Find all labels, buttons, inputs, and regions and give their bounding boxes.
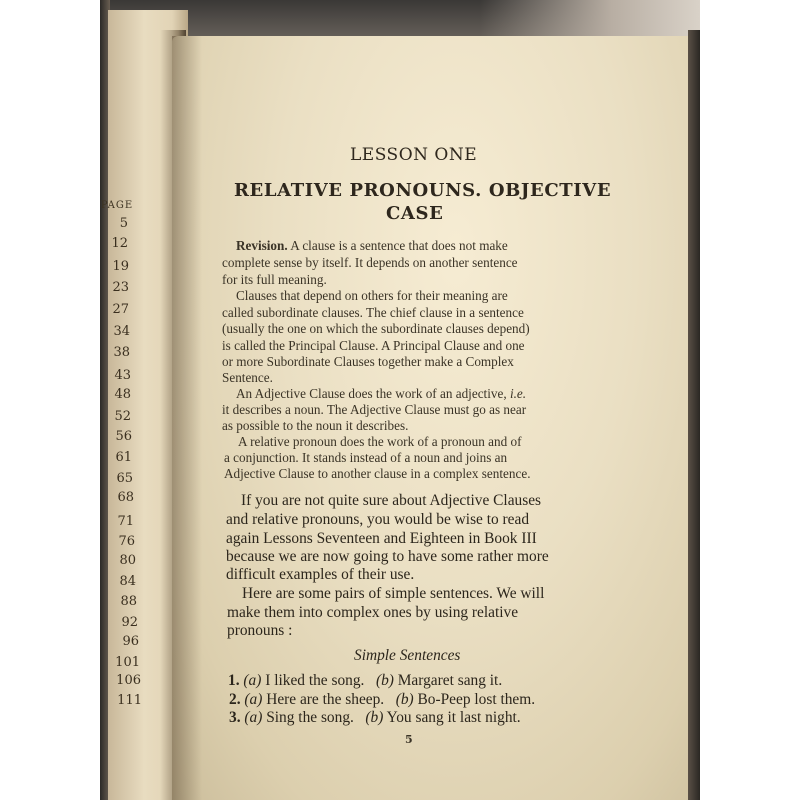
lesson-title-line: CASE [386, 203, 444, 224]
example-marker: (a) [244, 709, 263, 726]
example-marker: (a) [243, 672, 262, 689]
main-text: make them into complex ones by using relative [227, 604, 519, 621]
right-background [688, 30, 700, 800]
main-text: and relative pronouns, you would be wise to read [226, 511, 530, 528]
revision-text: Adjective Clause to another clause in a complex sentence. [224, 466, 531, 481]
toc-page-number: 68 [117, 490, 134, 505]
toc-page-number: 27 [112, 302, 129, 317]
toc-page-number: 38 [113, 345, 130, 360]
revision-text: it describes a noun. The Adjective Clause must go as near [222, 402, 527, 417]
revision-text: An Adjective Clause does the work of an adjective, [236, 386, 507, 401]
main-text: If you are not quite sure about Adjective Clauses [241, 492, 542, 509]
toc-page-number: 84 [119, 574, 136, 589]
examples-heading: Simple Sentences [354, 647, 461, 664]
revision-label: Revision. [236, 238, 288, 253]
toc-page-number: 34 [113, 324, 130, 339]
example-sentence: Bo-Peep lost them. [417, 691, 536, 708]
example-item [228, 672, 502, 690]
main-text: pronouns : [227, 622, 293, 639]
example-number: 1. [228, 672, 240, 689]
example-sentence: Here are the sheep. [266, 691, 385, 708]
example-sentence: Margaret sang it. [397, 672, 503, 689]
example-sentence: You sang it last night. [386, 709, 521, 726]
toc-page-number: 23 [112, 280, 129, 295]
toc-page-number: 76 [118, 534, 135, 549]
example-marker: (a) [244, 691, 263, 708]
example-number: 2. [229, 691, 241, 708]
toc-page-number: 96 [122, 634, 139, 649]
revision-text-italic: i.e. [509, 386, 527, 401]
lesson-heading: LESSON ONE [350, 145, 478, 165]
main-text: difficult examples of their use. [226, 566, 415, 583]
toc-page-number: 48 [114, 387, 131, 402]
page-shadow [172, 36, 202, 800]
example-number: 3. [229, 709, 241, 726]
revision-text: called subordinate clauses. The chief clause in a sentence [222, 305, 524, 320]
toc-page-number: 5 [119, 216, 128, 231]
example-sentence: Sing the song. [266, 709, 354, 726]
toc-page-number: 111 [117, 693, 142, 708]
background-light [480, 0, 700, 40]
toc-page-number: 80 [119, 553, 136, 568]
main-text: because we are now going to have some rather more [226, 548, 549, 565]
example-sentence: I liked the song. [265, 672, 365, 689]
example-item [229, 709, 521, 727]
toc-page-number: 88 [120, 594, 137, 609]
revision-text: (usually the one on which the subordinate clauses depend) [222, 321, 530, 336]
toc-page-number: 56 [115, 429, 132, 444]
example-marker: (b) [365, 709, 384, 726]
toc-page-number: 65 [116, 471, 133, 486]
toc-page-number: 12 [111, 236, 128, 251]
revision-text: is called the Principal Clause. A Principal Clause and one [222, 338, 525, 353]
toc-page-number: 43 [114, 368, 131, 383]
revision-text: A clause is a sentence that does not make [290, 238, 508, 253]
example-item [229, 691, 535, 709]
toc-page-number: 71 [117, 514, 134, 529]
example-marker: (b) [375, 672, 394, 689]
toc-page-number: 61 [115, 450, 132, 465]
revision-text: complete sense by itself. It depends on another sentence [222, 255, 518, 270]
lesson-title-line: RELATIVE PRONOUNS. OBJECTIVE [234, 180, 612, 201]
toc-page-number: 101 [115, 655, 140, 670]
page-number: 5 [405, 733, 413, 746]
revision-text: as possible to the noun it describes. [222, 418, 409, 433]
toc-heading: PAGE [100, 200, 134, 211]
main-text: again Lessons Seventeen and Eighteen in Book III [226, 530, 537, 547]
revision-text: for its full meaning. [222, 272, 327, 287]
revision-text: Clauses that depend on others for their meaning are [236, 288, 508, 303]
revision-text: A relative pronoun does the work of a pronoun and of [238, 434, 522, 449]
main-text: Here are some pairs of simple sentences. We will [242, 585, 545, 602]
toc-page-number: 19 [112, 259, 129, 274]
toc-page-number: 106 [116, 673, 141, 688]
toc-page-number: 52 [114, 409, 131, 424]
revision-text: or more Subordinate Clauses together make a Complex [222, 354, 514, 369]
example-marker: (b) [395, 691, 414, 708]
revision-text: Sentence. [222, 370, 273, 385]
toc-page-number: 92 [121, 615, 138, 630]
revision-text: a conjunction. It stands instead of a noun and joins an [224, 450, 508, 465]
